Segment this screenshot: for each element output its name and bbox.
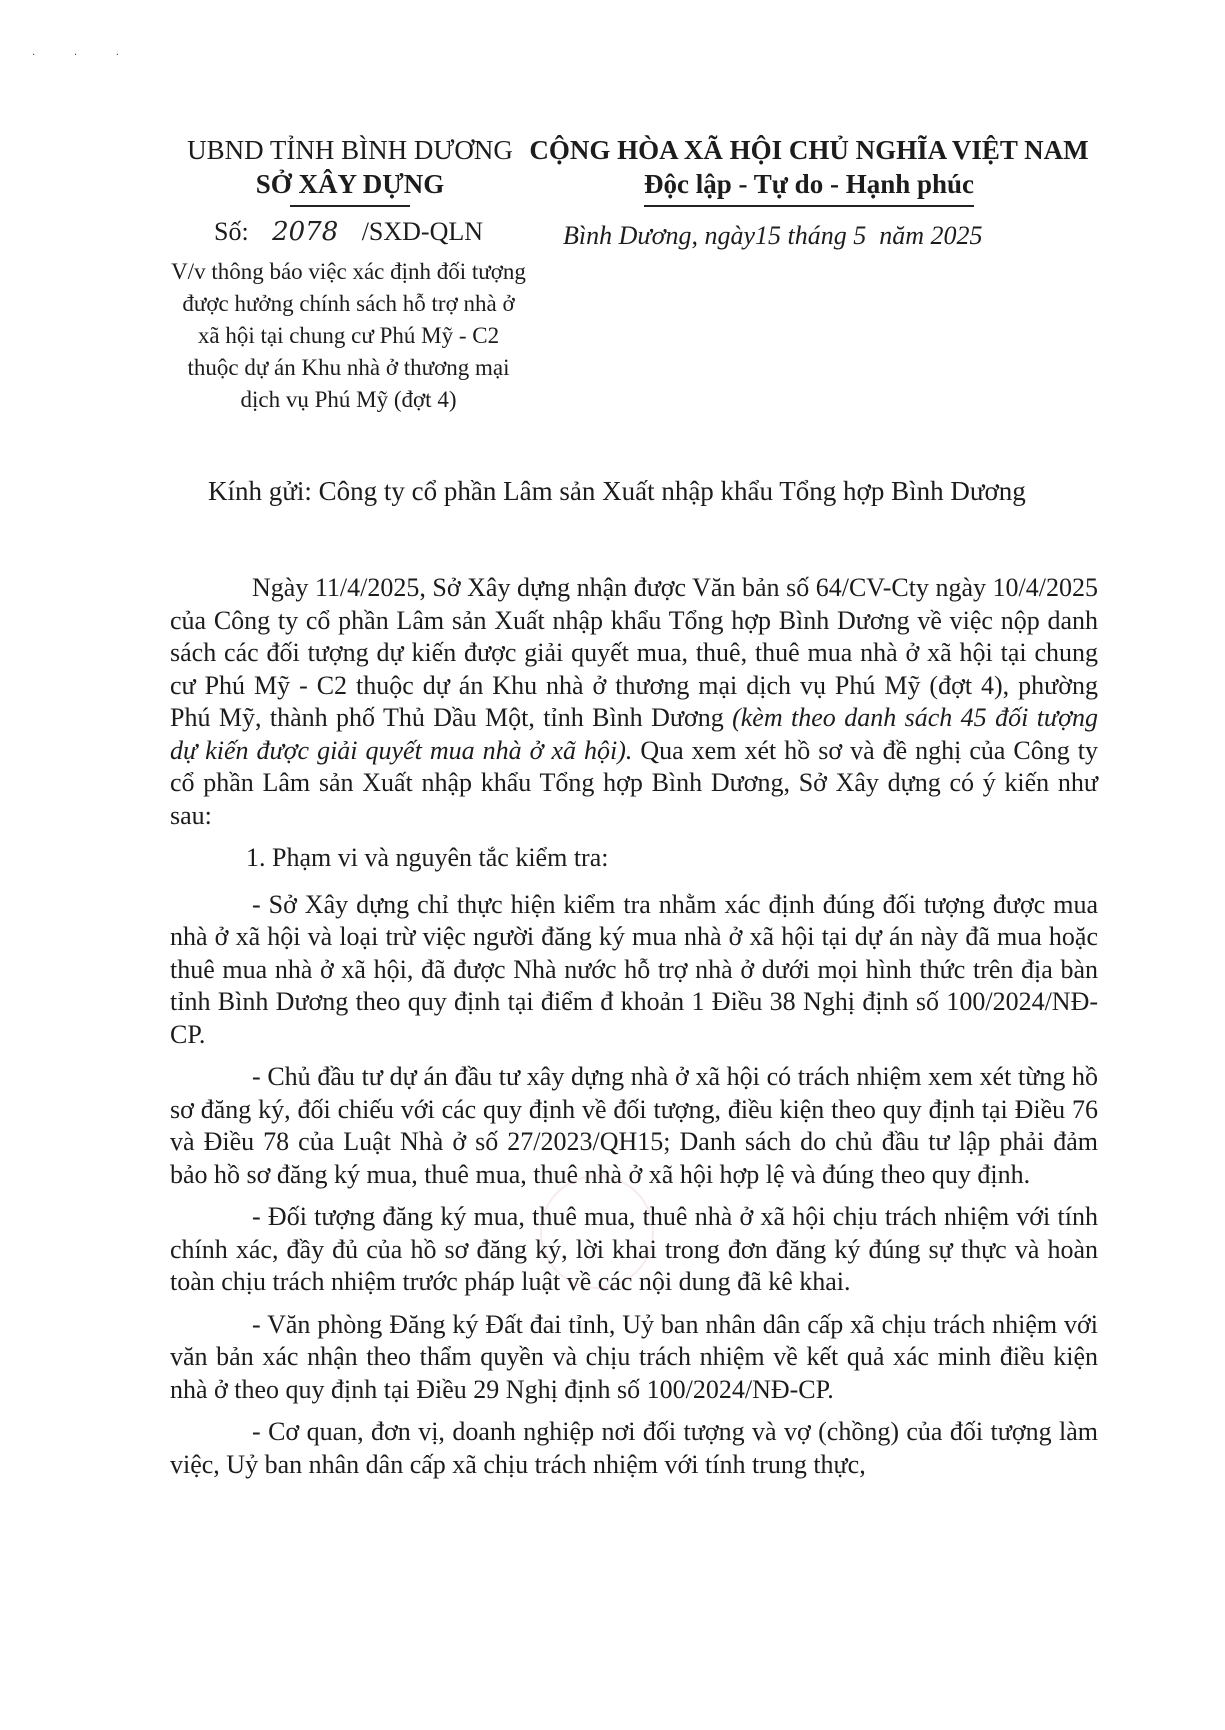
recipient-line: Kính gửi: Công ty cổ phần Lâm sản Xuất nhập khẩu Tổng hợp Bình Dương <box>208 476 1026 506</box>
agency-header <box>176 133 524 207</box>
place-date <box>563 221 983 251</box>
list-item: - Chủ đầu tư dự án đầu tư xây dựng nhà ở xã hội có trách nhiệm xem xét từng hồ sơ đăng ký, đối chiếu với các quy định về đối tượng, điều kiện theo quy định tại Điều 76 và Điều 78 của Luật Nhà ở số 27/2023/QH15; Danh sách do chủ đầu tư lập phải đảm bảo hồ sơ đăng ký mua, thuê mua, thuê nhà ở xã hội hợp lệ và đúng theo quy định. <box>170 1062 1098 1189</box>
place-label: Bình Dương, ngày <box>563 221 755 250</box>
document-number <box>214 217 483 247</box>
national-motto: Độc lập - Tự do - Hạnh phúc <box>643 169 975 199</box>
document-subject: V/v thông báo việc xác định đối tượng được hưởng chính sách hỗ trợ nhà ở xã hội tại chung cư Phú Mỹ - C2 thuộc dự án Khu nhà ở thương mại dịch vụ Phú Mỹ (đợt 4) <box>171 259 526 412</box>
agency-underline <box>290 205 410 207</box>
agency-parent: UBND TỈNH BÌNH DƯƠNG <box>187 135 513 165</box>
document-number-handwritten: 2078 <box>272 217 339 247</box>
date-day: 15 <box>754 221 781 250</box>
document-number-prefix: Số: <box>214 217 249 246</box>
scan-specks: · · · <box>32 50 137 61</box>
list-item: - Văn phòng Đăng ký Đất đai tỉnh, Uỷ ban nhân dân cấp xã chịu trách nhiệm với văn bản xác nhận theo thẩm quyền và chịu trách nhiệm về kết quả xác minh điều kiện nhà ở theo quy định tại Điều 29 Nghị định số 100/2024/NĐ-CP. <box>170 1309 1098 1404</box>
faint-seal-mark <box>540 1175 654 1289</box>
year-label: năm 2025 <box>879 221 983 250</box>
para1-text-b: Qua xem xét hồ sơ và đề nghị của Công ty cổ phần Lâm sản Xuất nhập khẩu Tổng hợp Bình Dương, Sở Xây dựng có ý kiến như sau: <box>170 735 1098 830</box>
list-item: - Đối tượng đăng ký mua, thuê mua, thuê nhà ở xã hội chịu trách nhiệm với tính chính xác, đầy đủ của hồ sơ đăng ký, lời khai trong đơn đăng ký đúng sự thực và hoàn toàn chịu trách nhiệm trước pháp luật về các nội dung đã kê khai. <box>170 1202 1098 1296</box>
list-item: - Cơ quan, đơn vị, doanh nghiệp nơi đối tượng và vợ (chồng) của đối tượng làm việc, Uỷ ban nhân dân cấp xã chịu trách nhiệm với tính trung thực, <box>170 1417 1098 1479</box>
document-body <box>170 572 1098 1491</box>
document-number-suffix: /SXD-QLN <box>361 217 484 246</box>
agency-name: SỞ XÂY DỰNG <box>255 169 445 199</box>
motto-underline <box>644 205 974 207</box>
date-month: 5 <box>853 221 867 250</box>
body-paragraph <box>170 572 1098 832</box>
national-title: CỘNG HÒA XÃ HỘI CHỦ NGHĨA VIỆT NAM <box>529 135 1089 165</box>
list-item: - Sở Xây dựng chỉ thực hiện kiểm tra nhằm xác định đúng đối tượng được mua nhà ở xã hội và loại trừ việc người đăng ký mua nhà ở xã hội tại dự án này đã mua hoặc thuê mua nhà ở xã hội, đã được Nhà nước hỗ trợ nhà ở dưới mọi hình thức trên địa bàn tỉnh Bình Dương theo quy định tại điểm đ khoản 1 Điều 38 Nghị định số 100/2024/NĐ-CP. <box>170 889 1098 1049</box>
para1-text-a: Ngày 11/4/2025, Sở Xây dựng nhận được Văn bản số 64/CV-Cty ngày 10/4/2025 của Công ty cổ phần Lâm sản Xuất nhập khẩu Tổng hợp Bình Dương về việc nộp danh sách các đối tượng dự kiến được giải quyết mua, thuê, thuê mua nhà ở xã hội tại chung cư Phú Mỹ - C2 thuộc dự án Khu nhà ở thương mại dịch vụ Phú Mỹ (đợt 4), phường Phú Mỹ, thành phố Thủ Dầu Một, tỉnh Bình Dương <box>170 573 1098 732</box>
month-label: tháng <box>787 221 847 250</box>
national-header <box>524 133 1094 207</box>
section-heading: 1. Phạm vi và nguyên tắc kiểm tra: <box>246 843 609 872</box>
para1-italic-note: (kèm theo danh sách 45 đối tượng dự kiến được giải quyết mua nhà ở xã hội). <box>170 703 1098 765</box>
